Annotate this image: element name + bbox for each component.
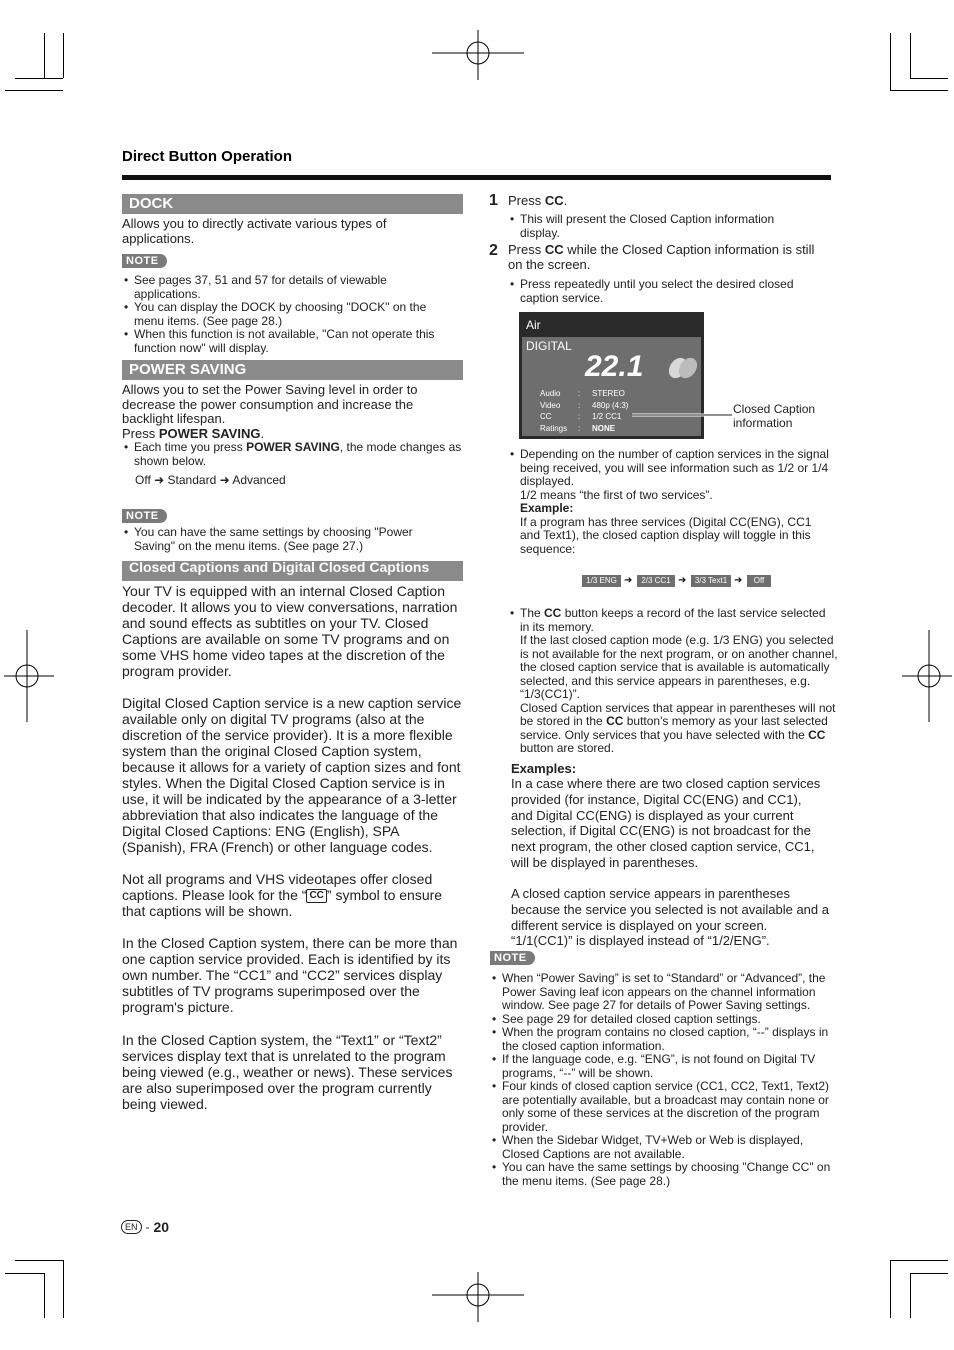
list-item: • When the Sidebar Widget, TV+Web or Web is displayed, Closed Captions are not available. <box>490 1134 835 1161</box>
crop-mark <box>44 1273 45 1318</box>
power-mode-sequence <box>135 474 286 488</box>
cc-paragraph-3: Not all programs and VHS videotapes offer closed captions. Please look for the “ CC ” symbol to ensure that captions will be shown. <box>122 871 443 920</box>
page-footer <box>121 1219 169 1235</box>
list-item: • When the program contains no closed caption, “--” displays in the closed caption information. <box>490 1026 835 1053</box>
sequence-box: 1/3 ENG <box>582 575 621 587</box>
mode-standard: Standard <box>167 473 217 487</box>
list-item: • Four kinds of closed caption service (CC1, CC2, Text1, Text2) are potentially available, but a broadcast may contain none or only some of these services at the discretion of the program provider. <box>490 1080 835 1134</box>
language-badge-icon: EN <box>121 1220 142 1234</box>
crop-mark <box>910 78 948 79</box>
crop-mark <box>63 33 64 78</box>
power-saving-bullet <box>122 441 467 468</box>
list-item: • When this function is not available, "Can not operate this function now" will display. <box>122 328 452 355</box>
arrow-right-icon: ➜ <box>154 473 165 487</box>
osd-channel: 22.1 <box>585 350 644 383</box>
list-item: • If the language code, e.g. “ENG”, is not found on Digital TV programs, “--” will be shown. <box>490 1053 835 1080</box>
step-2-bullets <box>508 278 818 305</box>
crop-mark <box>890 33 891 90</box>
note-badge: NOTE <box>122 254 167 268</box>
sequence-box: 3/3 Text1 <box>691 575 731 587</box>
section-title-dock: DOCK <box>122 194 463 214</box>
crop-mark <box>5 90 63 91</box>
step-number: 1 <box>489 192 498 209</box>
sequence-box: 2/3 CC1 <box>637 575 675 587</box>
osd-row: CC : 1/2 CC1 <box>540 412 622 421</box>
examples-paragraph-2: A closed caption service appears in parentheses because the service you selected is not available and a different service is displayed on your screen. “1/1(CC1)” is displayed instead of “1/2/ENG”. <box>511 886 829 949</box>
crop-mark <box>910 33 911 78</box>
crop-mark <box>44 33 45 78</box>
registration-mark <box>902 630 952 722</box>
arrow-right-icon: ➜ <box>678 575 687 586</box>
crop-mark <box>15 78 63 79</box>
list-item: • Depending on the number of caption services in the signal being received, you will see information such as 1/2 or 1/4 displayed. 1/2 means “the first of two services”. Example: If a program has three services (Digital CC(ENG), CC1 and Text1), the closed caption display will toggle in this sequence: <box>508 448 833 556</box>
crop-mark <box>910 1273 911 1318</box>
osd-source: Air <box>526 318 541 332</box>
note-badge: NOTE <box>122 509 167 523</box>
crop-mark <box>890 1260 891 1318</box>
dock-notes <box>122 274 452 355</box>
list-item: • See pages 37, 51 and 57 for details of viewable applications. <box>122 274 452 301</box>
crop-mark <box>15 1260 63 1261</box>
examples-label: Examples: <box>511 761 577 776</box>
leaf-icon <box>668 355 698 381</box>
crop-mark <box>890 1260 948 1261</box>
list-item: • The CC button keeps a record of the last service selected in its memory. If the last closed caption mode (e.g. 1/3 ENG) you selected is not available for the next program, or on another channel, the closed caption service that is available is automatically selected, and this service appears in parentheses, e.g. “1/3(CC1)”. Closed Caption services that appear in parentheses will not be stored in the CC button's memory as your last selected service. Only services that you have selected with the CC button are stored. <box>508 607 838 756</box>
note-badge: NOTE <box>490 951 535 965</box>
page-number: 20 <box>153 1219 170 1235</box>
callout-label: Closed Caption information <box>733 402 816 430</box>
cc-paragraph-5: In the Closed Caption system, the “Text1” or “Text2” services display text that is unrelated to the program being viewed (e.g., weather or news). These services are also superimposed over the program currently being viewed. <box>122 1032 453 1112</box>
right-notes <box>490 972 835 1188</box>
registration-mark <box>432 1272 524 1322</box>
cc-info-bullet-2 <box>508 607 838 756</box>
osd-info-table <box>540 388 628 434</box>
registration-mark <box>4 630 54 722</box>
power-saving-description: Allows you to set the Power Saving level in order to decrease the power consumption and increase the backlight lifespan. <box>122 382 418 426</box>
cc-info-bullet-1 <box>508 448 833 556</box>
section-title-closed-captions: Closed Captions and Digital Closed Captions <box>122 561 463 581</box>
header-rule <box>122 175 831 180</box>
osd-row: Ratings : NONE <box>540 423 616 433</box>
arrow-right-icon: ➜ <box>734 575 743 586</box>
osd-type: DIGITAL <box>526 339 572 353</box>
osd-row: Video : 480p (4:3) <box>540 400 629 410</box>
list-item: • You can display the DOCK by choosing "DOCK" on the menu items. (See page 28.) <box>122 301 452 328</box>
power-saving-press: Press POWER SAVING. <box>122 426 265 441</box>
list-item: • Each time you press POWER SAVING, the mode changes as shown below. <box>122 441 467 468</box>
crop-mark <box>5 1273 45 1274</box>
list-item: • This will present the Closed Caption information display. <box>508 213 808 240</box>
page-title: Direct Button Operation <box>122 148 293 165</box>
crop-mark <box>890 90 948 91</box>
step-2-text: Press CC while the Closed Caption information is still on the screen. <box>508 242 815 272</box>
mode-off: Off <box>135 473 151 487</box>
step-1-bullets <box>508 213 808 240</box>
cc-symbol-icon: CC <box>306 889 326 903</box>
sequence-box: Off <box>747 575 771 587</box>
crop-mark <box>910 1273 948 1274</box>
crop-mark <box>63 1260 64 1318</box>
cc-paragraph-1: Your TV is equipped with an internal Closed Caption decoder. It allows you to view conversations, narration and sound effects as subtitles on your TV. Closed Captions are available on some TV programs and on some VHS home video tapes at the discretion of the program provider. <box>122 583 458 679</box>
footer-dash: - <box>145 1220 150 1234</box>
examples-paragraph-1: In a case where there are two closed caption services provided (for instance, Digital CC(ENG) and CC1), and Digital CC(ENG) is displayed as your current selection, if Digital CC(ENG) is not broadcast for the next program, the other closed caption service, CC1, will be displayed in parentheses. <box>511 776 821 870</box>
list-item: • When “Power Saving” is set to “Standard” or “Advanced”, the Power Saving leaf icon appears on the channel information window. See page 27 for details of Power Saving settings. <box>490 972 835 1013</box>
callout-line <box>632 410 732 422</box>
cc-paragraph-2: Digital Closed Caption service is a new caption service available only on digital TV programs (also at the discretion of the service provider). It is a more flexible system than the original Closed Caption system, because it allows for a variety of caption sizes and font styles. When the Digital Closed Caption service is in use, it will be indicated by the appearance of a 3-letter abbreviation that also indicates the language of the Digital Closed Captions: ENG (English), SPA (Spanish), FRA (French) or other language codes. <box>122 695 462 855</box>
power-saving-notes <box>122 526 442 553</box>
arrow-right-icon: ➜ <box>219 473 230 487</box>
arrow-right-icon: ➜ <box>624 575 633 586</box>
dock-description: Allows you to directly activate various types of applications. <box>122 216 387 246</box>
list-item: • See page 29 for detailed closed caption settings. <box>490 1013 835 1027</box>
step-number: 2 <box>489 242 498 259</box>
osd-row: Audio : STEREO <box>540 389 625 398</box>
registration-mark <box>432 30 524 80</box>
cc-paragraph-4: In the Closed Caption system, there can be more than one caption service provided. Each is identified by its own number. The “CC1” and “CC2” services display subtitles of TV programs superimposed over the program's picture. <box>122 935 458 1015</box>
list-item: • You can have the same settings by choosing "Change CC" on the menu items. (See page 28.) <box>490 1161 835 1188</box>
section-title-power-saving: POWER SAVING <box>122 360 463 380</box>
list-item: • You can have the same settings by choosing "Power Saving" on the menu items. (See page 27.) <box>122 526 442 553</box>
step-1-text: Press CC. <box>508 193 568 208</box>
list-item: • Press repeatedly until you select the desired closed caption service. <box>508 278 818 305</box>
mode-advanced: Advanced <box>232 473 286 487</box>
